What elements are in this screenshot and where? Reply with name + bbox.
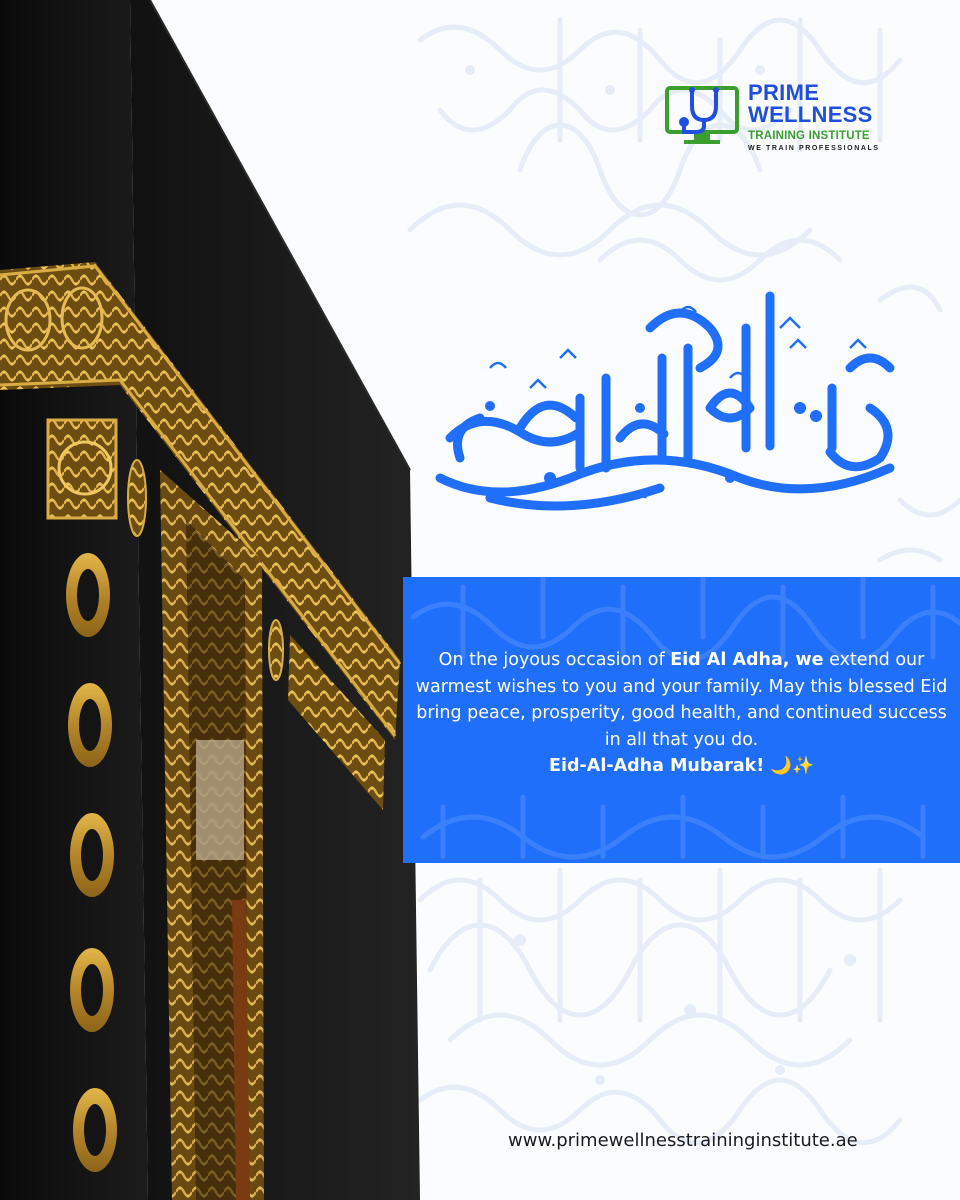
monitor-stethoscope-icon — [664, 82, 740, 148]
greeting-message — [413, 647, 950, 780]
message-highlight: Eid Al Adha, we — [670, 650, 824, 670]
message-intro: On the joyous occasion of — [438, 650, 671, 670]
greeting-message-band — [403, 577, 960, 863]
message-body: extend our warmest wishes to you and your family. May this blessed Eid bring peace, prosperity, good health, and continued success in all that you do. — [415, 650, 948, 750]
logo-text-wellness: WELLNESS — [748, 102, 873, 127]
logo-text-training-institute: TRAINING INSTITUTE — [748, 130, 870, 142]
logo-text-prime: PRIME — [748, 80, 820, 105]
website-url[interactable]: www.primewellnesstraininginstitute.ae — [508, 1130, 858, 1151]
eid-al-adha-calligraphy — [430, 288, 900, 520]
logo-tagline: WE TRAIN PROFESSIONALS — [748, 145, 880, 152]
prime-wellness-logo — [664, 82, 894, 154]
eid-mubarak-closing: Eid-Al-Adha Mubarak! 🌙✨ — [549, 756, 814, 776]
logo-wordmark — [748, 82, 880, 154]
